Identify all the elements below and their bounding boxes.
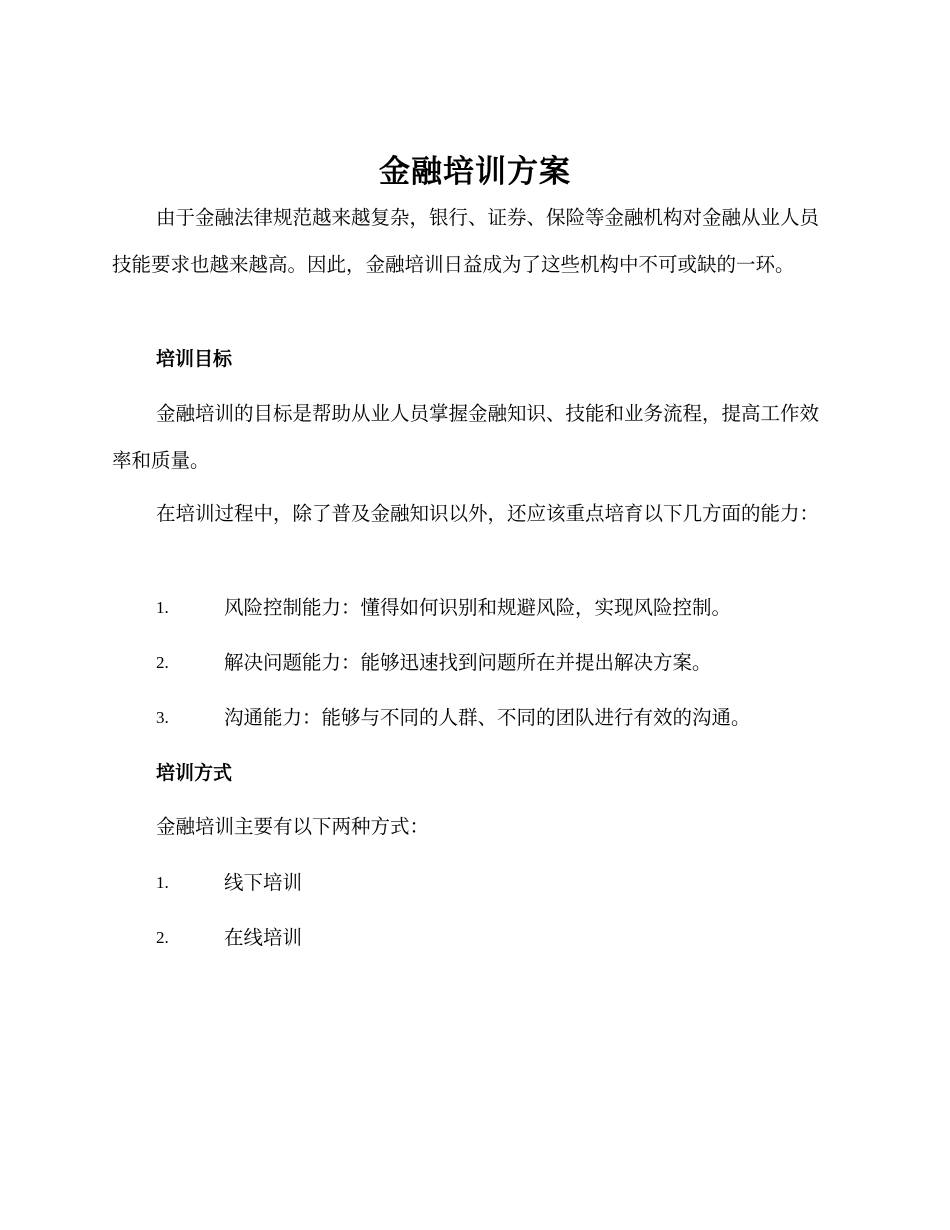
list-item-text: 解决问题能力：能够迅速找到问题所在并提出解决方案。 bbox=[224, 651, 712, 674]
document-title: 金融培训方案 bbox=[379, 154, 571, 190]
list-item bbox=[156, 703, 846, 733]
section-heading-methods: 培训方式 bbox=[156, 762, 233, 784]
list-item-number: 3. bbox=[156, 708, 169, 727]
goals-paragraph: 金融培训的目标是帮助从业人员掌握金融知识、技能和业务流程，提高工作效率和质量。 bbox=[112, 402, 820, 472]
list-item-number: 2. bbox=[156, 928, 169, 947]
list-item bbox=[156, 868, 846, 898]
abilities-paragraph: 在培训过程中，除了普及金融知识以外，还应该重点培育以下几方面的能力： bbox=[156, 502, 820, 525]
list-item bbox=[156, 593, 846, 623]
list-item-text: 线下培训 bbox=[224, 871, 303, 894]
methods-paragraph: 金融培训主要有以下两种方式： bbox=[156, 815, 430, 838]
list-item-text: 风险控制能力：懂得如何识别和规避风险，实现风险控制。 bbox=[224, 596, 732, 619]
list-item bbox=[156, 648, 846, 678]
list-item-number: 2. bbox=[156, 653, 169, 672]
list-item-number: 1. bbox=[156, 873, 169, 892]
intro-paragraph: 由于金融法律规范越来越复杂，银行、证券、保险等金融机构对金融从业人员技能要求也越来越高。因此，金融培训日益成为了这些机构中不可或缺的一环。 bbox=[112, 206, 820, 276]
list-item bbox=[156, 923, 846, 953]
section-heading-goals: 培训目标 bbox=[156, 348, 233, 370]
list-item-text: 沟通能力：能够与不同的人群、不同的团队进行有效的沟通。 bbox=[224, 706, 751, 729]
list-item-number: 1. bbox=[156, 598, 169, 617]
list-item-text: 在线培训 bbox=[224, 926, 303, 949]
